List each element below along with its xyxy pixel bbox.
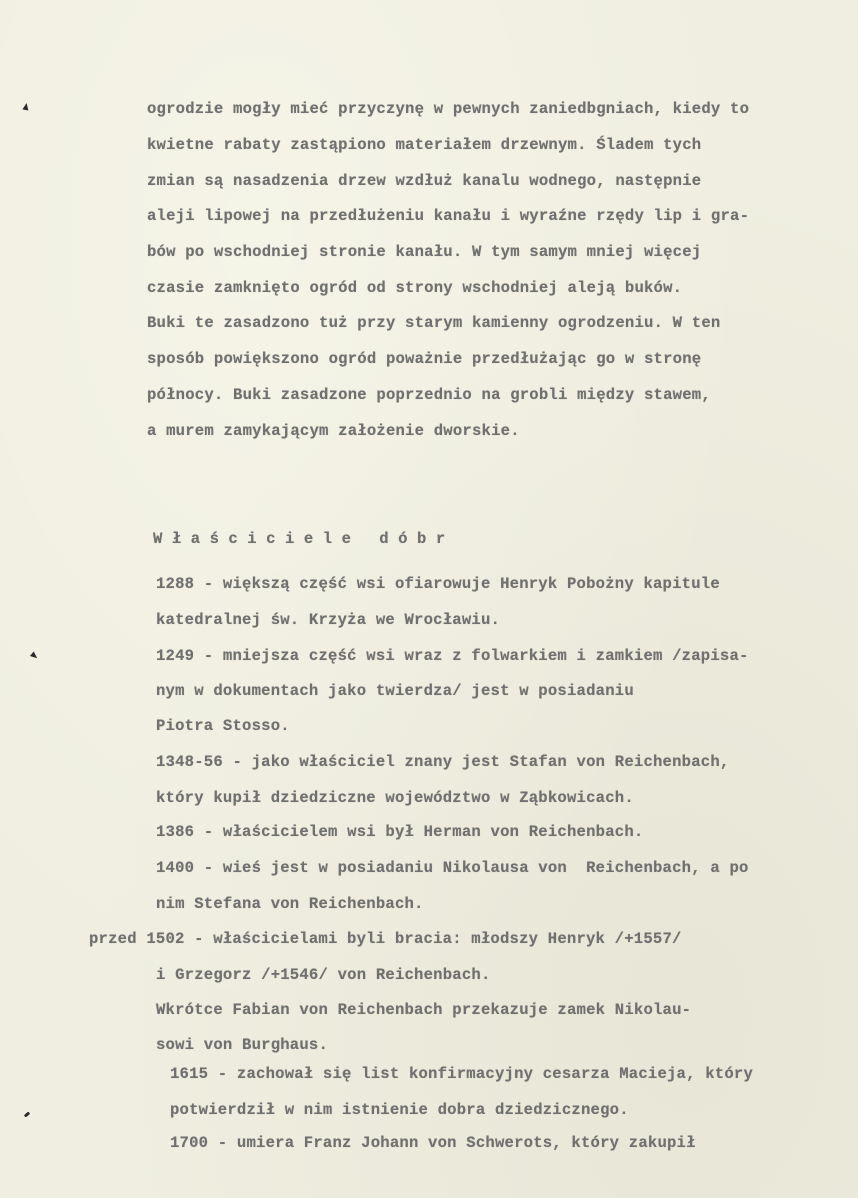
- paragraph-line: kwietne rabaty zastąpiono materiałem drzewnym. Śladem tych: [147, 136, 702, 154]
- paragraph-line: Buki te zasadzono tuż przy starym kamienny ogrodzeniu. W ten: [147, 314, 721, 332]
- entry-line-1700: 1700 - umiera Franz Johann von Schwerots, który zakupił: [170, 1134, 696, 1152]
- entry-line-1615: potwierdził w nim istnienie dobra dziedzicznego.: [170, 1101, 629, 1119]
- section-heading: Właściciele dóbr: [153, 530, 455, 548]
- paragraph-line: aleji lipowej na przedłużeniu kanału i wyraźne rzędy lip i gra-: [147, 207, 750, 225]
- entry-line-przed-1502: i Grzegorz /+1546/ von Reichenbach.: [156, 966, 491, 984]
- paragraph-line: zmian są nasadzenia drzew wzdłuż kanalu wodnego, następnie: [147, 172, 702, 190]
- paragraph-line: sposób powiększono ogród poważnie przedłużając go w stronę: [147, 350, 702, 368]
- entry-line-1615: 1615 - zachował się list konfirmacyjny cesarza Macieja, który: [170, 1065, 754, 1083]
- entry-line-przed-1502: sowi von Burghaus.: [156, 1036, 329, 1054]
- entry-line-1348-56: 1348-56 - jako właściciel znany jest Stafan von Reichenbach,: [156, 753, 730, 771]
- paragraph-line: bów po wschodniej stronie kanału. W tym samym mniej więcej: [147, 243, 702, 261]
- entry-line-1348-56: który kupił dziedziczne województwo w Ząbkowicach.: [156, 789, 634, 807]
- entry-line-1249: nym w dokumentach jako twierdza/ jest w posiadaniu: [156, 682, 634, 700]
- paragraph-line: północy. Buki zasadzone poprzednio na grobli między stawem,: [147, 386, 711, 404]
- margin-punch-mark: [24, 1111, 31, 1117]
- margin-punch-mark: [30, 651, 39, 660]
- paragraph-line: ogrodzie mogły mieć przyczynę w pewnych zaniedbgniach, kiedy to: [147, 100, 750, 118]
- entry-line-1386: 1386 - właścicielem wsi był Herman von Reichenbach.: [156, 823, 644, 841]
- entry-line-przed-1502: przed 1502 - właścicielami byli bracia: młodszy Henryk /+1557/: [89, 930, 682, 948]
- entry-line-1288: katedralnej św. Krzyża we Wrocławiu.: [156, 611, 501, 629]
- entry-line-1400: nim Stefana von Reichenbach.: [156, 895, 424, 913]
- margin-punch-mark: [22, 103, 29, 111]
- entry-line-przed-1502: Wkrótce Fabian von Reichenbach przekazuje zamek Nikolau-: [156, 1001, 692, 1019]
- entry-line-1249: Piotra Stosso.: [156, 717, 290, 735]
- entry-line-1400: 1400 - wieś jest w posiadaniu Nikolausa von Reichenbach, a po: [156, 859, 749, 877]
- paragraph-line: a murem zamykającym założenie dworskie.: [147, 422, 520, 440]
- entry-line-1249: 1249 - mniejsza część wsi wraz z folwarkiem i zamkiem /zapisa-: [156, 647, 749, 665]
- entry-line-1288: 1288 - większą część wsi ofiarowuje Henryk Pobożny kapitule: [156, 575, 720, 593]
- paragraph-line: czasie zamknięto ogród od strony wschodniej aleją buków.: [147, 279, 683, 297]
